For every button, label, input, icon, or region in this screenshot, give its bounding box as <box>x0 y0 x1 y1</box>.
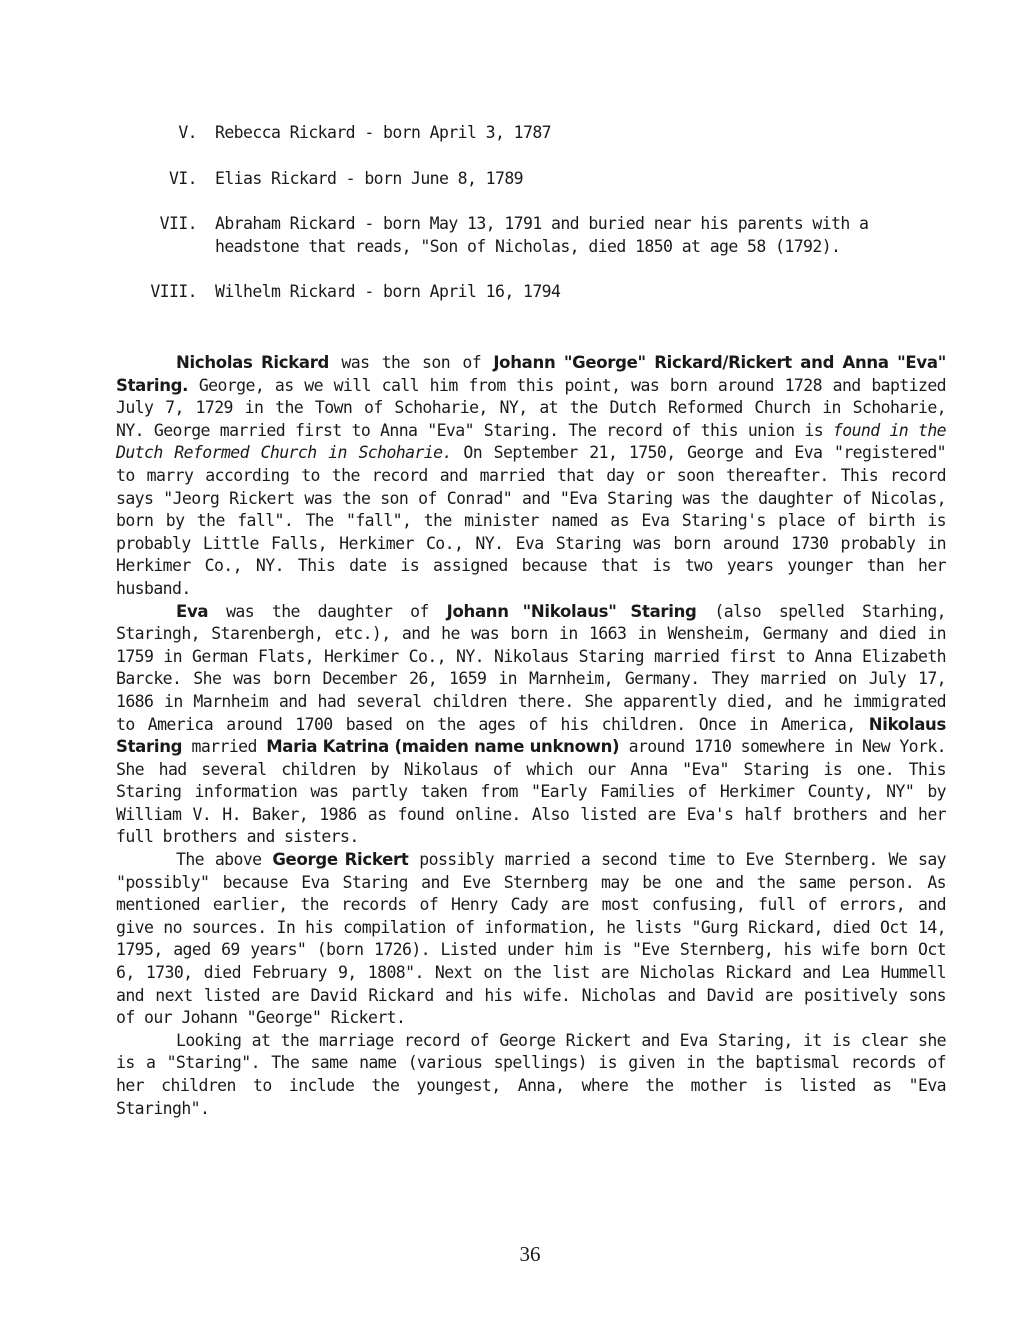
bold-text: Nicholas Rickard <box>176 353 330 372</box>
bold-text: Johann "Nikolaus" Staring <box>446 601 697 621</box>
italic-text: found in the Dutch Reformed Church in Schoharie. <box>116 420 946 463</box>
paragraph-text: possibly married a second time to Eve Sternberg. We say "possibly" because Eva Staring and Eve Sternberg may be one and the same person. As mentioned earlier, the records of Henry Cady are most confusing, full of errors, and give no sources. In his compilation of information, he lists "Gurg Rickard, died Oct 14, 1795, aged 69 years" (born 1726). Listed under him is "Eve Sternberg, his wife born Oct 6, 1730, died February 9, 1808". Next on the list are Nicholas Rickard and Lea Hummell and next listed are David Rickard and his wife. Nicholas and David are positively sons of our Johann "George" Rickert. <box>116 850 947 1028</box>
page-number: 36 <box>519 1242 541 1266</box>
paragraph-text: (also spelled Starhing, Staringh, Starenbergh, etc.), and he was born in 1663 in Wensheim, Germany and died in 1759 in German Flats, Herkimer Co., NY. Nikolaus Staring married first to Anna Elizabeth Barcke. She was born December 26, 1659 in Marnheim, Germany. They married on July 17, 1686 in Marnheim and had several children there. She apparently died, and he immigrated to America around 1700 based on the ages of his children. Once in America, <box>116 601 946 734</box>
list-item <box>145 168 905 191</box>
children-list <box>145 122 905 304</box>
paragraph-text: was the daughter of <box>208 601 447 621</box>
paragraph-text: around 1710 somewhere in New York. She had several children by Nikolaus of which our Anna "Eva" Staring is one. This Staring information was partly taken from "Early Families of Herkimer County, NY" by William V. H. Baker, 1986 as found online. Also listed are Eva's half brothers and her full brothers and sisters. <box>116 737 947 847</box>
paragraph-text: On September 21, 1750, George and Eva "registered" to marry according to the record and married that day or soon thereafter. This record says "Jeorg Rickert was the son of Conrad" and "Eva Staring was the daughter of Nicolas, born by the fall". The "fall", the minister named as Eva Staring's place of birth is probably Little Falls, Herkimer Co., NY. Eva Staring was born around 1730 probably in Herkimer Co., NY. This date is assigned because that is two years younger than her husband. <box>116 443 946 598</box>
list-item-number: VIII. <box>150 282 197 301</box>
bold-text: George Rickert <box>272 850 409 870</box>
list-item-number: VI. <box>168 168 197 188</box>
document-body <box>116 352 946 1120</box>
list-item-text: Wilhelm Rickard - born April 16, 1794 <box>215 282 561 301</box>
list-item <box>145 281 905 304</box>
paragraph-eva-staring <box>116 601 946 850</box>
paragraph-text: married <box>182 737 267 757</box>
paragraph-george-rickert <box>116 849 946 1030</box>
paragraph-nicholas-rickard <box>116 352 946 601</box>
paragraph-text: George, as we will call him from this point, was born around 1728 and baptized July 7, 1729 in the Town of Schoharie, NY, at the Dutch Reformed Church in Schoharie, NY. George married first to Anna "Eva" Staring. The record of this union is <box>116 375 946 440</box>
list-item-number: VII. <box>159 214 197 233</box>
bold-text: Johann "George" Rickard/Rickert and Anna "Eva" Staring. <box>116 353 946 395</box>
paragraph-text: was the son of <box>329 353 494 372</box>
paragraph-marriage-record <box>116 1030 946 1120</box>
paragraph-text: Looking at the marriage record of George Rickert and Eva Staring, it is clear she is a "Staring". The same name (various spellings) is given in the baptismal records of her children to include the youngest, Anna, where the mother is listed as "Eva Staringh". <box>116 1030 946 1118</box>
list-item-text: Abraham Rickard - born May 13, 1791 and buried near his parents with a headstone that reads, "Son of Nicholas, died 1850 at age 58 (1792). <box>215 214 869 256</box>
list-item <box>145 122 905 145</box>
list-item-text: Rebecca Rickard - born April 3, 1787 <box>215 123 552 142</box>
bold-text: Eva <box>176 601 209 621</box>
paragraph-text: The above <box>176 850 273 870</box>
list-item <box>145 213 905 258</box>
bold-text: Nikolaus Staring <box>116 714 946 757</box>
list-item-text: Elias Rickard - born June 8, 1789 <box>215 168 524 188</box>
bold-text: Maria Katrina (maiden name unknown) <box>266 737 620 757</box>
list-item-number: V. <box>178 123 197 142</box>
